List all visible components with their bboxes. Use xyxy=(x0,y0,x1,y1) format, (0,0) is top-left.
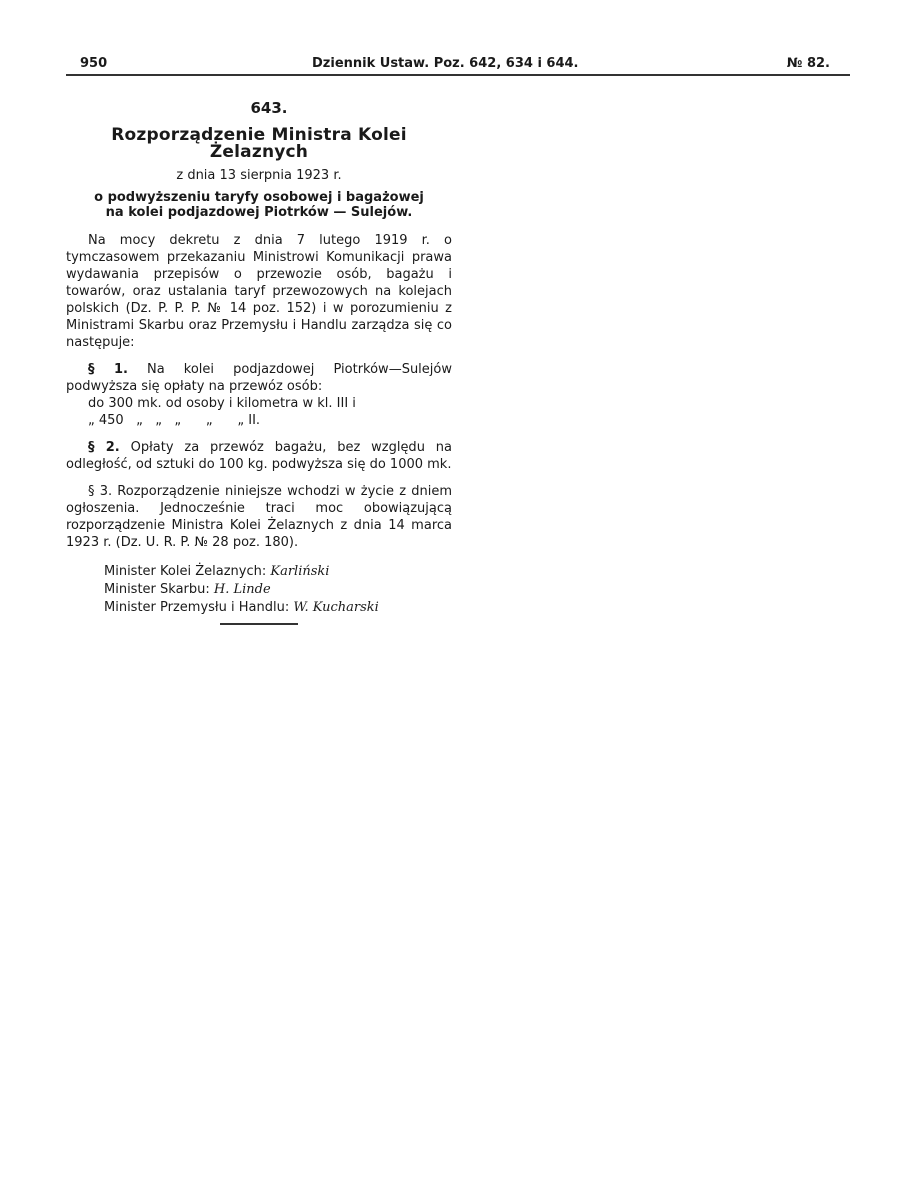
section-1-text: Na kolei podjazdowej Piotrków—Sulejów podwyższa się opłaty na przewóz osób: xyxy=(66,362,452,394)
header-rule xyxy=(66,74,850,76)
section-2 xyxy=(66,439,452,473)
page-header xyxy=(66,54,850,76)
end-rule xyxy=(220,623,298,625)
journal-title: Dziennik Ustaw. Poz. 642, 634 i 644. xyxy=(312,56,579,71)
act-subject-line-1: o podwyższeniu taryfy osobowej i bagażowej xyxy=(94,190,424,205)
act-number: 643. xyxy=(250,99,288,117)
signatures xyxy=(66,563,452,617)
signature-name: H. Linde xyxy=(213,582,271,597)
signature-role: Minister Skarbu: xyxy=(104,582,210,597)
act-subject-line-2: na kolei podjazdowej Piotrków — Sulejów. xyxy=(105,205,413,220)
signature-name: Karliński xyxy=(270,564,330,579)
fare-row-class-3: do 300 mk. od osoby i kilometra w kl. III i xyxy=(88,396,356,411)
act-subject xyxy=(66,190,452,220)
signature-industry xyxy=(104,599,452,617)
issue-number: № 82. xyxy=(786,56,830,71)
section-3-label: § 3. xyxy=(88,484,113,499)
signature-role: Minister Kolei Żelaznych: xyxy=(104,564,267,579)
signature-railways xyxy=(104,563,452,581)
act-column xyxy=(66,96,452,617)
signature-name: W. Kucharski xyxy=(293,600,379,615)
preamble: Na mocy dekretu z dnia 7 lutego 1919 r. o tymczasowem przekazaniu Ministrowi Komunikacji prawa wydawania przepisów o przewozie osób, bagażu i towarów, oraz ustalania taryf przewozowych na kolejach polskich (Dz. P. P. P. № 14 poz. 152) i w porozumieniu z Ministrami Skarbu oraz Przemysłu i Handlu zarządza się co następuje: xyxy=(66,233,452,350)
act-title: Rozporządzenie Ministra Kolei Żelaznych xyxy=(111,125,407,162)
section-1-label: § 1. xyxy=(88,362,128,377)
section-3-text: Rozporządzenie niniejsze wchodzi w życie z dniem ogłoszenia. Jednocześnie traci moc obowiązującą rozporządzenie Ministra Kolei Żelaznych z dnia 14 marca 1923 r. (Dz. U. R. P. № 28 poz. 180). xyxy=(66,484,452,550)
signature-role: Minister Przemysłu i Handlu: xyxy=(104,600,290,615)
signature-treasury xyxy=(104,581,452,599)
section-2-label: § 2. xyxy=(88,440,120,455)
act-date: z dnia 13 sierpnia 1923 r. xyxy=(176,168,342,183)
section-3 xyxy=(66,483,452,551)
section-2-text: Opłaty za przewóz bagażu, bez względu na odległość, od sztuki do 100 kg. podwyższa się do 1000 mk. xyxy=(66,440,452,472)
section-1 xyxy=(66,361,452,395)
fare-row-class-2: „ 450 „ „ „ „ „ II. xyxy=(88,413,261,428)
page-number: 950 xyxy=(80,56,108,71)
